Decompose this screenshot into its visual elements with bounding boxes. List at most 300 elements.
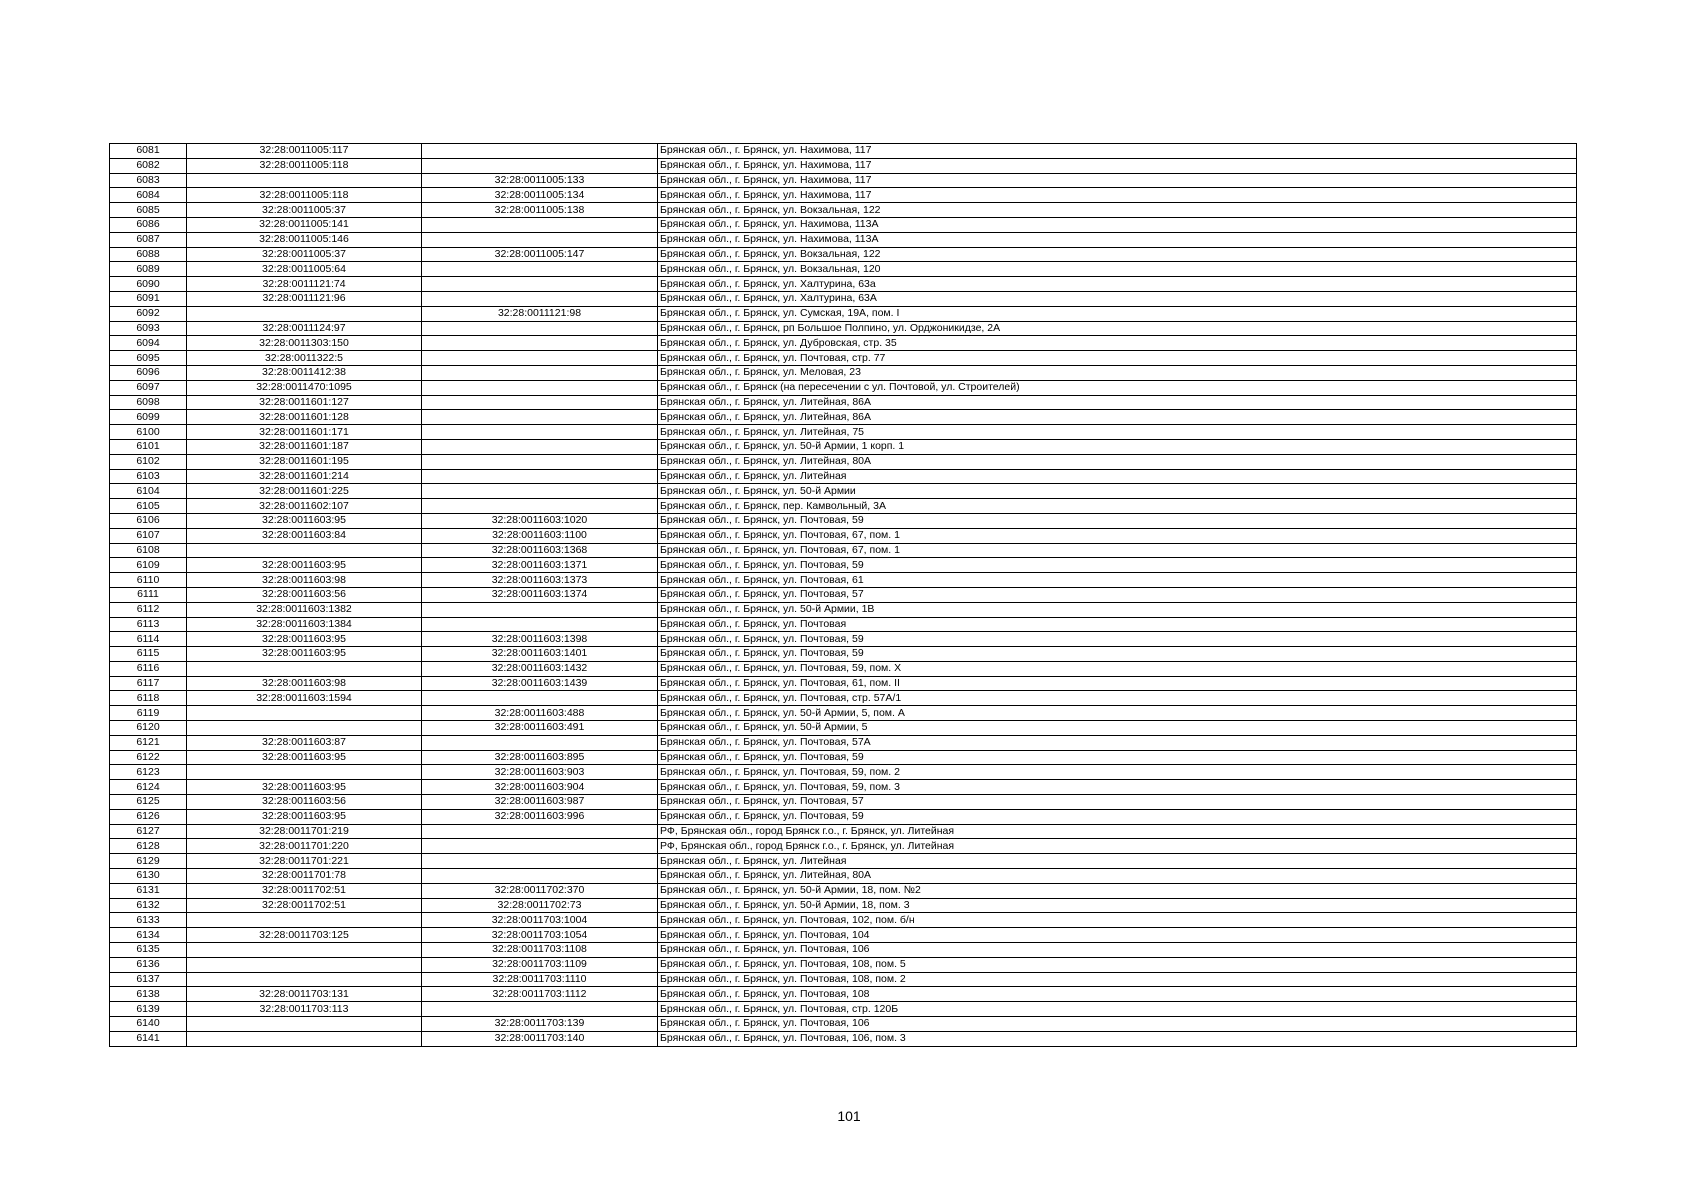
related-cadastral-number-cell: 32:28:0011603:996 bbox=[422, 809, 658, 824]
table-row bbox=[110, 750, 1577, 765]
related-cadastral-number-cell bbox=[422, 484, 658, 499]
table-row bbox=[110, 499, 1577, 514]
address-cell: Брянская обл., г. Брянск, ул. Почтовая, 59, пом. 3 bbox=[658, 780, 1577, 795]
address-cell: Брянская обл., г. Брянск, ул. Литейная, 86А bbox=[658, 395, 1577, 410]
cadastral-number-cell: 32:28:0011603:95 bbox=[187, 558, 422, 573]
row-number-cell: 6123 bbox=[110, 765, 187, 780]
row-number-cell: 6114 bbox=[110, 632, 187, 647]
address-cell: Брянская обл., г. Брянск, ул. Почтовая, 59 bbox=[658, 809, 1577, 824]
cadastral-number-cell: 32:28:0011601:171 bbox=[187, 425, 422, 440]
cadastral-number-cell: 32:28:0011701:219 bbox=[187, 824, 422, 839]
cadastral-number-cell: 32:28:0011603:1384 bbox=[187, 617, 422, 632]
row-number-cell: 6109 bbox=[110, 558, 187, 573]
address-cell: Брянская обл., г. Брянск, ул. Почтовая, 61 bbox=[658, 573, 1577, 588]
table-row bbox=[110, 351, 1577, 366]
related-cadastral-number-cell: 32:28:0011703:1110 bbox=[422, 972, 658, 987]
related-cadastral-number-cell bbox=[422, 439, 658, 454]
cadastral-number-cell: 32:28:0011124:97 bbox=[187, 321, 422, 336]
related-cadastral-number-cell: 32:28:0011603:1373 bbox=[422, 573, 658, 588]
address-cell: Брянская обл., г. Брянск, ул. Почтовая, 59 bbox=[658, 558, 1577, 573]
table-row bbox=[110, 306, 1577, 321]
cadastral-number-cell bbox=[187, 943, 422, 958]
row-number-cell: 6082 bbox=[110, 158, 187, 173]
address-cell: Брянская обл., г. Брянск, ул. Почтовая, 106 bbox=[658, 943, 1577, 958]
row-number-cell: 6105 bbox=[110, 499, 187, 514]
address-cell: Брянская обл., г. Брянск, ул. Почтовая, стр. 57А/1 bbox=[658, 691, 1577, 706]
related-cadastral-number-cell: 32:28:0011603:1432 bbox=[422, 661, 658, 676]
cadastral-number-cell bbox=[187, 543, 422, 558]
related-cadastral-number-cell: 32:28:0011703:1109 bbox=[422, 957, 658, 972]
address-cell: Брянская обл., г. Брянск, ул. Литейная bbox=[658, 854, 1577, 869]
address-cell: Брянская обл., г. Брянск, ул. Халтурина, 63А bbox=[658, 291, 1577, 306]
cadastral-number-cell bbox=[187, 765, 422, 780]
table-row bbox=[110, 780, 1577, 795]
address-cell: Брянская обл., г. Брянск, ул. 50-й Армии, 5 bbox=[658, 721, 1577, 736]
cadastral-number-cell: 32:28:0011412:38 bbox=[187, 365, 422, 380]
cadastral-number-cell: 32:28:0011470:1095 bbox=[187, 380, 422, 395]
related-cadastral-number-cell bbox=[422, 395, 658, 410]
address-cell: Брянская обл., г. Брянск, ул. Вокзальная, 122 bbox=[658, 247, 1577, 262]
address-cell: Брянская обл., г. Брянск, ул. Литейная, 80А bbox=[658, 454, 1577, 469]
cadastral-number-cell bbox=[187, 721, 422, 736]
table-row bbox=[110, 706, 1577, 721]
row-number-cell: 6088 bbox=[110, 247, 187, 262]
cadastral-number-cell: 32:28:0011603:84 bbox=[187, 528, 422, 543]
table-row bbox=[110, 543, 1577, 558]
cadastral-number-cell: 32:28:0011603:87 bbox=[187, 735, 422, 750]
cadastral-number-cell: 32:28:0011005:64 bbox=[187, 262, 422, 277]
cadastral-number-cell: 32:28:0011602:107 bbox=[187, 499, 422, 514]
table-row bbox=[110, 676, 1577, 691]
table-row bbox=[110, 247, 1577, 262]
related-cadastral-number-cell bbox=[422, 425, 658, 440]
address-cell: Брянская обл., г. Брянск, ул. Вокзальная, 120 bbox=[658, 262, 1577, 277]
row-number-cell: 6099 bbox=[110, 410, 187, 425]
row-number-cell: 6118 bbox=[110, 691, 187, 706]
related-cadastral-number-cell: 32:28:0011703:1004 bbox=[422, 913, 658, 928]
table-row bbox=[110, 1002, 1577, 1017]
address-cell: Брянская обл., г. Брянск, ул. Почтовая bbox=[658, 617, 1577, 632]
address-cell: Брянская обл., г. Брянск, ул. Почтовая, 108 bbox=[658, 987, 1577, 1002]
table-row bbox=[110, 232, 1577, 247]
address-cell: Брянская обл., г. Брянск, ул. Почтовая, 59 bbox=[658, 632, 1577, 647]
table-row bbox=[110, 735, 1577, 750]
related-cadastral-number-cell bbox=[422, 321, 658, 336]
row-number-cell: 6130 bbox=[110, 869, 187, 884]
row-number-cell: 6124 bbox=[110, 780, 187, 795]
cadastral-number-cell: 32:28:0011601:127 bbox=[187, 395, 422, 410]
table-row bbox=[110, 439, 1577, 454]
row-number-cell: 6135 bbox=[110, 943, 187, 958]
related-cadastral-number-cell bbox=[422, 691, 658, 706]
related-cadastral-number-cell: 32:28:0011702:370 bbox=[422, 883, 658, 898]
address-cell: Брянская обл., г. Брянск, ул. Литейная, 86А bbox=[658, 410, 1577, 425]
cadastral-number-cell: 32:28:0011603:1594 bbox=[187, 691, 422, 706]
related-cadastral-number-cell bbox=[422, 854, 658, 869]
table-row bbox=[110, 765, 1577, 780]
address-cell: Брянская обл., г. Брянск, ул. Нахимова, 113А bbox=[658, 217, 1577, 232]
cadastral-number-cell: 32:28:0011603:98 bbox=[187, 573, 422, 588]
row-number-cell: 6119 bbox=[110, 706, 187, 721]
table-row bbox=[110, 217, 1577, 232]
row-number-cell: 6089 bbox=[110, 262, 187, 277]
table-row bbox=[110, 365, 1577, 380]
cadastral-number-cell: 32:28:0011005:118 bbox=[187, 158, 422, 173]
cadastral-number-cell: 32:28:0011603:56 bbox=[187, 587, 422, 602]
cadastral-number-cell: 32:28:0011603:95 bbox=[187, 809, 422, 824]
table-row bbox=[110, 602, 1577, 617]
row-number-cell: 6112 bbox=[110, 602, 187, 617]
address-cell: Брянская обл., г. Брянск, ул. Почтовая, стр. 77 bbox=[658, 351, 1577, 366]
table-row bbox=[110, 869, 1577, 884]
address-cell: Брянская обл., г. Брянск, ул. Почтовая, 104 bbox=[658, 928, 1577, 943]
cadastral-number-cell: 32:28:0011603:95 bbox=[187, 513, 422, 528]
row-number-cell: 6085 bbox=[110, 203, 187, 218]
address-cell: Брянская обл., г. Брянск, ул. Почтовая, стр. 120Б bbox=[658, 1002, 1577, 1017]
related-cadastral-number-cell bbox=[422, 144, 658, 159]
table-row bbox=[110, 380, 1577, 395]
table-row bbox=[110, 898, 1577, 913]
address-cell: Брянская обл., г. Брянск, ул. Почтовая, 57А bbox=[658, 735, 1577, 750]
table-row bbox=[110, 425, 1577, 440]
cadastral-number-cell bbox=[187, 661, 422, 676]
row-number-cell: 6117 bbox=[110, 676, 187, 691]
address-cell: Брянская обл., г. Брянск, ул. Нахимова, 117 bbox=[658, 158, 1577, 173]
table-row bbox=[110, 144, 1577, 159]
address-cell: Брянская обл., г. Брянск, ул. Нахимова, 117 bbox=[658, 173, 1577, 188]
row-number-cell: 6129 bbox=[110, 854, 187, 869]
related-cadastral-number-cell bbox=[422, 291, 658, 306]
row-number-cell: 6086 bbox=[110, 217, 187, 232]
table-row bbox=[110, 972, 1577, 987]
cadastral-number-cell: 32:28:0011005:117 bbox=[187, 144, 422, 159]
related-cadastral-number-cell: 32:28:0011603:1368 bbox=[422, 543, 658, 558]
cadastral-number-cell: 32:28:0011701:220 bbox=[187, 839, 422, 854]
address-cell: Брянская обл., г. Брянск, ул. Меловая, 23 bbox=[658, 365, 1577, 380]
row-number-cell: 6127 bbox=[110, 824, 187, 839]
row-number-cell: 6133 bbox=[110, 913, 187, 928]
related-cadastral-number-cell: 32:28:0011603:903 bbox=[422, 765, 658, 780]
cadastral-number-cell: 32:28:0011603:98 bbox=[187, 676, 422, 691]
table-row bbox=[110, 173, 1577, 188]
row-number-cell: 6111 bbox=[110, 587, 187, 602]
address-cell: Брянская обл., г. Брянск, ул. Почтовая, 57 bbox=[658, 587, 1577, 602]
cadastral-number-cell: 32:28:0011005:37 bbox=[187, 247, 422, 262]
related-cadastral-number-cell bbox=[422, 410, 658, 425]
related-cadastral-number-cell: 32:28:0011703:140 bbox=[422, 1031, 658, 1046]
table-row bbox=[110, 987, 1577, 1002]
table-row bbox=[110, 395, 1577, 410]
address-cell: Брянская обл., г. Брянск, рп Большое Полпино, ул. Орджоникидзе, 2А bbox=[658, 321, 1577, 336]
row-number-cell: 6090 bbox=[110, 277, 187, 292]
table-row bbox=[110, 558, 1577, 573]
related-cadastral-number-cell bbox=[422, 602, 658, 617]
related-cadastral-number-cell: 32:28:0011703:139 bbox=[422, 1017, 658, 1032]
cadastral-number-cell bbox=[187, 957, 422, 972]
address-cell: Брянская обл., г. Брянск, ул. Почтовая, 106 bbox=[658, 1017, 1577, 1032]
row-number-cell: 6116 bbox=[110, 661, 187, 676]
row-number-cell: 6106 bbox=[110, 513, 187, 528]
cadastral-number-cell: 32:28:0011601:214 bbox=[187, 469, 422, 484]
cadastral-number-cell: 32:28:0011603:95 bbox=[187, 632, 422, 647]
table-row bbox=[110, 321, 1577, 336]
table-row bbox=[110, 632, 1577, 647]
cadastral-number-cell: 32:28:0011005:37 bbox=[187, 203, 422, 218]
table-row bbox=[110, 928, 1577, 943]
related-cadastral-number-cell: 32:28:0011603:488 bbox=[422, 706, 658, 721]
table-row bbox=[110, 721, 1577, 736]
row-number-cell: 6084 bbox=[110, 188, 187, 203]
row-number-cell: 6134 bbox=[110, 928, 187, 943]
address-cell: Брянская обл., г. Брянск, ул. Почтовая, 67, пом. 1 bbox=[658, 543, 1577, 558]
table-row bbox=[110, 957, 1577, 972]
address-cell: Брянская обл., г. Брянск, ул. 50-й Армии, 18, пом. 3 bbox=[658, 898, 1577, 913]
related-cadastral-number-cell bbox=[422, 454, 658, 469]
cadastral-number-cell: 32:28:0011121:96 bbox=[187, 291, 422, 306]
row-number-cell: 6104 bbox=[110, 484, 187, 499]
address-cell: Брянская обл., г. Брянск, ул. Нахимова, 117 bbox=[658, 188, 1577, 203]
related-cadastral-number-cell: 32:28:0011703:1108 bbox=[422, 943, 658, 958]
cadastral-number-cell: 32:28:0011603:95 bbox=[187, 647, 422, 662]
address-cell: Брянская обл., г. Брянск, ул. Дубровская, стр. 35 bbox=[658, 336, 1577, 351]
related-cadastral-number-cell: 32:28:0011005:133 bbox=[422, 173, 658, 188]
address-cell: Брянская обл., г. Брянск, ул. Почтовая, 59 bbox=[658, 647, 1577, 662]
table-row bbox=[110, 262, 1577, 277]
address-cell: Брянская обл., г. Брянск (на пересечении с ул. Почтовой, ул. Строителей) bbox=[658, 380, 1577, 395]
cadastral-number-cell: 32:28:0011601:128 bbox=[187, 410, 422, 425]
cadastral-number-cell: 32:28:0011005:141 bbox=[187, 217, 422, 232]
row-number-cell: 6097 bbox=[110, 380, 187, 395]
row-number-cell: 6083 bbox=[110, 173, 187, 188]
table-row bbox=[110, 883, 1577, 898]
related-cadastral-number-cell bbox=[422, 499, 658, 514]
cadastral-number-cell: 32:28:0011322:5 bbox=[187, 351, 422, 366]
table-row bbox=[110, 484, 1577, 499]
row-number-cell: 6093 bbox=[110, 321, 187, 336]
table-row bbox=[110, 587, 1577, 602]
row-number-cell: 6132 bbox=[110, 898, 187, 913]
related-cadastral-number-cell bbox=[422, 869, 658, 884]
table-row bbox=[110, 410, 1577, 425]
row-number-cell: 6108 bbox=[110, 543, 187, 558]
related-cadastral-number-cell bbox=[422, 735, 658, 750]
table-row bbox=[110, 824, 1577, 839]
row-number-cell: 6138 bbox=[110, 987, 187, 1002]
related-cadastral-number-cell: 32:28:0011603:1439 bbox=[422, 676, 658, 691]
table-row bbox=[110, 158, 1577, 173]
address-cell: Брянская обл., г. Брянск, ул. Почтовая, 108, пом. 5 bbox=[658, 957, 1577, 972]
address-cell: Брянская обл., г. Брянск, ул. Почтовая, 106, пом. 3 bbox=[658, 1031, 1577, 1046]
address-cell: Брянская обл., г. Брянск, ул. Почтовая, 67, пом. 1 bbox=[658, 528, 1577, 543]
cadastral-number-cell: 32:28:0011303:150 bbox=[187, 336, 422, 351]
row-number-cell: 6094 bbox=[110, 336, 187, 351]
related-cadastral-number-cell bbox=[422, 217, 658, 232]
table-row bbox=[110, 573, 1577, 588]
row-number-cell: 6081 bbox=[110, 144, 187, 159]
row-number-cell: 6091 bbox=[110, 291, 187, 306]
row-number-cell: 6140 bbox=[110, 1017, 187, 1032]
cadastral-number-cell: 32:28:0011603:1382 bbox=[187, 602, 422, 617]
cadastral-number-cell bbox=[187, 173, 422, 188]
row-number-cell: 6101 bbox=[110, 439, 187, 454]
address-cell: Брянская обл., г. Брянск, пер. Камвольный, 3А bbox=[658, 499, 1577, 514]
related-cadastral-number-cell: 32:28:0011603:1371 bbox=[422, 558, 658, 573]
row-number-cell: 6095 bbox=[110, 351, 187, 366]
related-cadastral-number-cell bbox=[422, 336, 658, 351]
related-cadastral-number-cell: 32:28:0011703:1054 bbox=[422, 928, 658, 943]
cadastral-number-cell: 32:28:0011701:78 bbox=[187, 869, 422, 884]
related-cadastral-number-cell: 32:28:0011603:1100 bbox=[422, 528, 658, 543]
table-row bbox=[110, 277, 1577, 292]
related-cadastral-number-cell: 32:28:0011603:1374 bbox=[422, 587, 658, 602]
table-row bbox=[110, 795, 1577, 810]
row-number-cell: 6120 bbox=[110, 721, 187, 736]
row-number-cell: 6096 bbox=[110, 365, 187, 380]
row-number-cell: 6126 bbox=[110, 809, 187, 824]
related-cadastral-number-cell: 32:28:0011603:1398 bbox=[422, 632, 658, 647]
cadastral-number-cell: 32:28:0011601:195 bbox=[187, 454, 422, 469]
related-cadastral-number-cell: 32:28:0011603:904 bbox=[422, 780, 658, 795]
row-number-cell: 6103 bbox=[110, 469, 187, 484]
row-number-cell: 6087 bbox=[110, 232, 187, 247]
related-cadastral-number-cell: 32:28:0011121:98 bbox=[422, 306, 658, 321]
address-cell: Брянская обл., г. Брянск, ул. Почтовая, 57 bbox=[658, 795, 1577, 810]
cadastral-number-cell: 32:28:0011121:74 bbox=[187, 277, 422, 292]
address-cell: РФ, Брянская обл., город Брянск г.о., г. Брянск, ул. Литейная bbox=[658, 824, 1577, 839]
table-row bbox=[110, 839, 1577, 854]
cadastral-number-cell: 32:28:0011005:146 bbox=[187, 232, 422, 247]
address-cell: Брянская обл., г. Брянск, ул. Литейная bbox=[658, 469, 1577, 484]
related-cadastral-number-cell bbox=[422, 158, 658, 173]
row-number-cell: 6092 bbox=[110, 306, 187, 321]
table-row bbox=[110, 661, 1577, 676]
related-cadastral-number-cell bbox=[422, 277, 658, 292]
row-number-cell: 6098 bbox=[110, 395, 187, 410]
table-row bbox=[110, 691, 1577, 706]
cadastral-number-cell bbox=[187, 972, 422, 987]
address-cell: Брянская обл., г. Брянск, ул. Почтовая, 102, пом. б/н bbox=[658, 913, 1577, 928]
related-cadastral-number-cell: 32:28:0011603:1401 bbox=[422, 647, 658, 662]
table-row bbox=[110, 469, 1577, 484]
address-cell: Брянская обл., г. Брянск, ул. Почтовая, 59, пом. 2 bbox=[658, 765, 1577, 780]
address-cell: Брянская обл., г. Брянск, ул. Почтовая, 59 bbox=[658, 513, 1577, 528]
cadastral-number-cell bbox=[187, 1017, 422, 1032]
table-row bbox=[110, 203, 1577, 218]
related-cadastral-number-cell bbox=[422, 1002, 658, 1017]
cadastral-number-cell bbox=[187, 306, 422, 321]
address-cell: Брянская обл., г. Брянск, ул. 50-й Армии, 18, пом. №2 bbox=[658, 883, 1577, 898]
cadastral-number-cell: 32:28:0011702:51 bbox=[187, 883, 422, 898]
related-cadastral-number-cell bbox=[422, 617, 658, 632]
address-cell: Брянская обл., г. Брянск, ул. Нахимова, 117 bbox=[658, 144, 1577, 159]
registry-table bbox=[109, 143, 1577, 1047]
related-cadastral-number-cell bbox=[422, 351, 658, 366]
row-number-cell: 6121 bbox=[110, 735, 187, 750]
table-row bbox=[110, 617, 1577, 632]
cadastral-number-cell: 32:28:0011603:95 bbox=[187, 750, 422, 765]
related-cadastral-number-cell: 32:28:0011703:1112 bbox=[422, 987, 658, 1002]
table-row bbox=[110, 913, 1577, 928]
table-row bbox=[110, 1031, 1577, 1046]
address-cell: Брянская обл., г. Брянск, ул. Почтовая, 59 bbox=[658, 750, 1577, 765]
row-number-cell: 6136 bbox=[110, 957, 187, 972]
row-number-cell: 6137 bbox=[110, 972, 187, 987]
row-number-cell: 6113 bbox=[110, 617, 187, 632]
table-row bbox=[110, 1017, 1577, 1032]
related-cadastral-number-cell bbox=[422, 365, 658, 380]
cadastral-number-cell bbox=[187, 706, 422, 721]
related-cadastral-number-cell: 32:28:0011005:147 bbox=[422, 247, 658, 262]
table-row bbox=[110, 454, 1577, 469]
cadastral-number-cell: 32:28:0011603:56 bbox=[187, 795, 422, 810]
cadastral-number-cell: 32:28:0011601:187 bbox=[187, 439, 422, 454]
row-number-cell: 6122 bbox=[110, 750, 187, 765]
address-cell: РФ, Брянская обл., город Брянск г.о., г. Брянск, ул. Литейная bbox=[658, 839, 1577, 854]
address-cell: Брянская обл., г. Брянск, ул. Нахимова, 113А bbox=[658, 232, 1577, 247]
row-number-cell: 6110 bbox=[110, 573, 187, 588]
address-cell: Брянская обл., г. Брянск, ул. Литейная, 75 bbox=[658, 425, 1577, 440]
address-cell: Брянская обл., г. Брянск, ул. Почтовая, 108, пом. 2 bbox=[658, 972, 1577, 987]
row-number-cell: 6131 bbox=[110, 883, 187, 898]
address-cell: Брянская обл., г. Брянск, ул. 50-й Армии bbox=[658, 484, 1577, 499]
row-number-cell: 6102 bbox=[110, 454, 187, 469]
table-row bbox=[110, 291, 1577, 306]
cadastral-number-cell bbox=[187, 913, 422, 928]
related-cadastral-number-cell bbox=[422, 839, 658, 854]
address-cell: Брянская обл., г. Брянск, ул. Халтурина, 63а bbox=[658, 277, 1577, 292]
table-row bbox=[110, 528, 1577, 543]
table-row bbox=[110, 854, 1577, 869]
table-row bbox=[110, 336, 1577, 351]
row-number-cell: 6100 bbox=[110, 425, 187, 440]
table-row bbox=[110, 647, 1577, 662]
address-cell: Брянская обл., г. Брянск, ул. 50-й Армии, 1 корп. 1 bbox=[658, 439, 1577, 454]
related-cadastral-number-cell: 32:28:0011005:138 bbox=[422, 203, 658, 218]
row-number-cell: 6141 bbox=[110, 1031, 187, 1046]
table-row bbox=[110, 188, 1577, 203]
row-number-cell: 6107 bbox=[110, 528, 187, 543]
related-cadastral-number-cell: 32:28:0011603:491 bbox=[422, 721, 658, 736]
table-row bbox=[110, 513, 1577, 528]
cadastral-number-cell bbox=[187, 1031, 422, 1046]
cadastral-number-cell: 32:28:0011601:225 bbox=[187, 484, 422, 499]
related-cadastral-number-cell: 32:28:0011005:134 bbox=[422, 188, 658, 203]
cadastral-number-cell: 32:28:0011703:113 bbox=[187, 1002, 422, 1017]
address-cell: Брянская обл., г. Брянск, ул. 50-й Армии, 5, пом. А bbox=[658, 706, 1577, 721]
cadastral-number-cell: 32:28:0011005:118 bbox=[187, 188, 422, 203]
cadastral-number-cell: 32:28:0011603:95 bbox=[187, 780, 422, 795]
related-cadastral-number-cell bbox=[422, 232, 658, 247]
address-cell: Брянская обл., г. Брянск, ул. 50-й Армии, 1В bbox=[658, 602, 1577, 617]
related-cadastral-number-cell: 32:28:0011603:987 bbox=[422, 795, 658, 810]
related-cadastral-number-cell bbox=[422, 262, 658, 277]
cadastral-number-cell: 32:28:0011702:51 bbox=[187, 898, 422, 913]
cadastral-number-cell: 32:28:0011703:131 bbox=[187, 987, 422, 1002]
cadastral-number-cell: 32:28:0011701:221 bbox=[187, 854, 422, 869]
address-cell: Брянская обл., г. Брянск, ул. Литейная, 80А bbox=[658, 869, 1577, 884]
address-cell: Брянская обл., г. Брянск, ул. Почтовая, 59, пом. X bbox=[658, 661, 1577, 676]
row-number-cell: 6115 bbox=[110, 647, 187, 662]
related-cadastral-number-cell: 32:28:0011702:73 bbox=[422, 898, 658, 913]
related-cadastral-number-cell bbox=[422, 824, 658, 839]
address-cell: Брянская обл., г. Брянск, ул. Сумская, 19А, пом. I bbox=[658, 306, 1577, 321]
related-cadastral-number-cell: 32:28:0011603:1020 bbox=[422, 513, 658, 528]
row-number-cell: 6125 bbox=[110, 795, 187, 810]
address-cell: Брянская обл., г. Брянск, ул. Почтовая, 61, пом. II bbox=[658, 676, 1577, 691]
table-row bbox=[110, 943, 1577, 958]
address-cell: Брянская обл., г. Брянск, ул. Вокзальная, 122 bbox=[658, 203, 1577, 218]
row-number-cell: 6128 bbox=[110, 839, 187, 854]
